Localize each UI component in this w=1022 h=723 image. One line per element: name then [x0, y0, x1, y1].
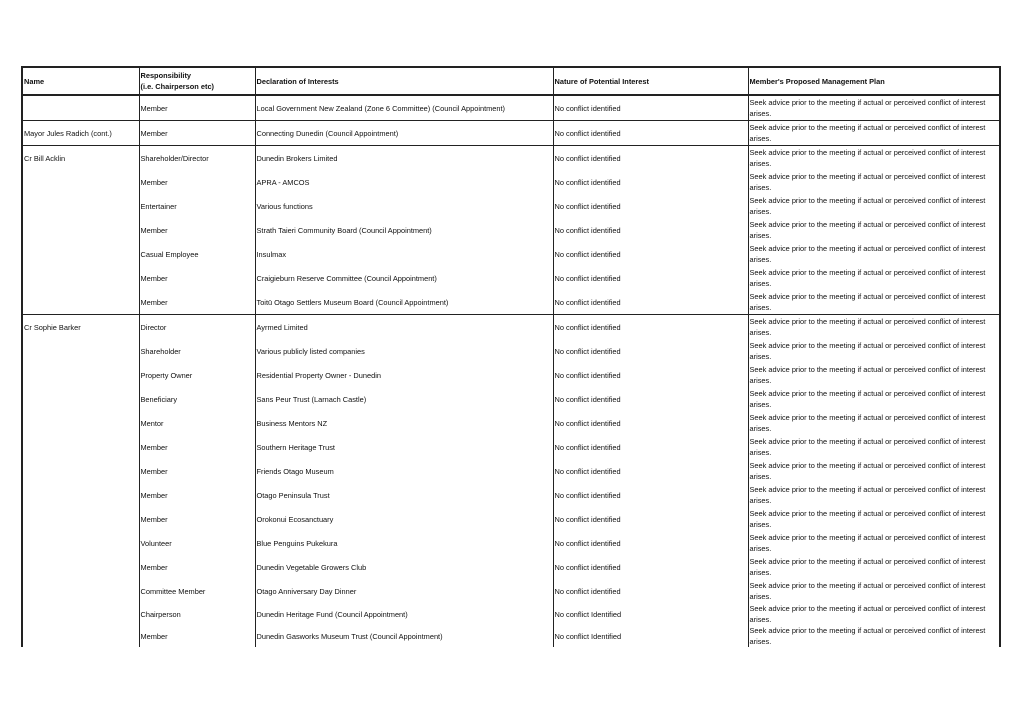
cell-name [22, 459, 139, 483]
cell-management-plan: Seek advice prior to the meeting if actual or perceived conflict of interest arises. [748, 459, 1000, 483]
cell-declaration: Sans Peur Trust (Larnach Castle) [255, 387, 553, 411]
cell-management-plan: Seek advice prior to the meeting if actual or perceived conflict of interest arises. [748, 290, 1000, 315]
table-row [22, 507, 1000, 531]
cell-responsibility: Entertainer [139, 194, 255, 218]
table-row [22, 625, 1000, 647]
cell-management-plan: Seek advice prior to the meeting if actual or perceived conflict of interest arises. [748, 579, 1000, 603]
cell-declaration: Ayrmed Limited [255, 315, 553, 340]
cell-nature: No conflict identified [553, 435, 748, 459]
cell-responsibility: Member [139, 555, 255, 579]
cell-responsibility: Director [139, 315, 255, 340]
cell-nature: No conflict identified [553, 459, 748, 483]
cell-responsibility: Member [139, 121, 255, 146]
cell-management-plan: Seek advice prior to the meeting if actual or perceived conflict of interest arises. [748, 435, 1000, 459]
cell-name [22, 266, 139, 290]
table-row [22, 95, 1000, 121]
cell-declaration: Otago Anniversary Day Dinner [255, 579, 553, 603]
cell-responsibility: Committee Member [139, 579, 255, 603]
table-row [22, 170, 1000, 194]
cell-responsibility: Member [139, 435, 255, 459]
cell-name [22, 290, 139, 315]
cell-declaration: Toitū Otago Settlers Museum Board (Council Appointment) [255, 290, 553, 315]
cell-name [22, 411, 139, 435]
cell-declaration: Residential Property Owner - Dunedin [255, 363, 553, 387]
cell-declaration: Dunedin Heritage Fund (Council Appointment) [255, 603, 553, 625]
cell-name [22, 170, 139, 194]
cell-management-plan: Seek advice prior to the meeting if actual or perceived conflict of interest arises. [748, 266, 1000, 290]
cell-nature: No conflict identified [553, 146, 748, 171]
cell-nature: No conflict identified [553, 411, 748, 435]
cell-nature: No conflict identified [553, 266, 748, 290]
col-header-responsibility-line2: (i.e. Chairperson etc) [140, 82, 215, 91]
cell-nature: No conflict Identified [553, 603, 748, 625]
cell-name [22, 579, 139, 603]
cell-nature: No conflict Identified [553, 625, 748, 647]
table-row [22, 121, 1000, 146]
cell-management-plan: Seek advice prior to the meeting if actual or perceived conflict of interest arises. [748, 242, 1000, 266]
cell-management-plan: Seek advice prior to the meeting if actual or perceived conflict of interest arises. [748, 194, 1000, 218]
cell-responsibility: Mentor [139, 411, 255, 435]
table-row [22, 194, 1000, 218]
cell-name [22, 363, 139, 387]
cell-name: Mayor Jules Radich (cont.) [22, 121, 139, 146]
cell-responsibility: Member [139, 266, 255, 290]
cell-name [22, 555, 139, 579]
cell-management-plan: Seek advice prior to the meeting if actual or perceived conflict of interest arises. [748, 146, 1000, 171]
cell-management-plan: Seek advice prior to the meeting if actual or perceived conflict of interest arises. [748, 531, 1000, 555]
table-row [22, 290, 1000, 315]
cell-management-plan: Seek advice prior to the meeting if actual or perceived conflict of interest arises. [748, 483, 1000, 507]
col-header-responsibility-line1: Responsibility [140, 71, 192, 80]
cell-responsibility: Member [139, 218, 255, 242]
cell-name [22, 339, 139, 363]
cell-responsibility: Member [139, 459, 255, 483]
table-row [22, 531, 1000, 555]
cell-nature: No conflict identified [553, 387, 748, 411]
header-row [22, 67, 1000, 95]
col-header-name: Name [22, 67, 139, 95]
cell-nature: No conflict identified [553, 218, 748, 242]
cell-name [22, 507, 139, 531]
cell-declaration: Business Mentors NZ [255, 411, 553, 435]
cell-responsibility: Member [139, 625, 255, 647]
cell-name [22, 531, 139, 555]
cell-nature: No conflict identified [553, 242, 748, 266]
cell-name [22, 194, 139, 218]
cell-declaration: Dunedin Vegetable Growers Club [255, 555, 553, 579]
table-row [22, 339, 1000, 363]
table-row [22, 266, 1000, 290]
cell-nature: No conflict identified [553, 194, 748, 218]
cell-declaration: Local Government New Zealand (Zone 6 Committee) (Council Appointment) [255, 95, 553, 121]
cell-name [22, 218, 139, 242]
cell-management-plan: Seek advice prior to the meeting if actual or perceived conflict of interest arises. [748, 218, 1000, 242]
col-header-plan: Member's Proposed Management Plan [748, 67, 1000, 95]
cell-name [22, 242, 139, 266]
cell-name [22, 95, 139, 121]
table-row [22, 387, 1000, 411]
cell-responsibility: Member [139, 95, 255, 121]
cell-declaration: Connecting Dunedin (Council Appointment) [255, 121, 553, 146]
cell-declaration: Dunedin Brokers Limited [255, 146, 553, 171]
cell-responsibility: Member [139, 290, 255, 315]
cell-management-plan: Seek advice prior to the meeting if actual or perceived conflict of interest arises. [748, 315, 1000, 340]
cell-nature: No conflict identified [553, 507, 748, 531]
col-header-declaration: Declaration of Interests [255, 67, 553, 95]
table-row [22, 579, 1000, 603]
cell-nature: No conflict identified [553, 121, 748, 146]
cell-name [22, 435, 139, 459]
table-row [22, 555, 1000, 579]
cell-management-plan: Seek advice prior to the meeting if actual or perceived conflict of interest arises. [748, 121, 1000, 146]
cell-nature: No conflict identified [553, 483, 748, 507]
cell-name: Cr Sophie Barker [22, 315, 139, 340]
cell-management-plan: Seek advice prior to the meeting if actual or perceived conflict of interest arises. [748, 555, 1000, 579]
cell-declaration: Various publicly listed companies [255, 339, 553, 363]
cell-responsibility: Shareholder [139, 339, 255, 363]
table-row [22, 435, 1000, 459]
cell-management-plan: Seek advice prior to the meeting if actual or perceived conflict of interest arises. [748, 603, 1000, 625]
table-row [22, 146, 1000, 171]
cell-declaration: Otago Peninsula Trust [255, 483, 553, 507]
table-row [22, 603, 1000, 625]
cell-declaration: Southern Heritage Trust [255, 435, 553, 459]
cell-responsibility: Property Owner [139, 363, 255, 387]
table-row [22, 218, 1000, 242]
cell-name [22, 483, 139, 507]
cell-management-plan: Seek advice prior to the meeting if actual or perceived conflict of interest arises. [748, 363, 1000, 387]
col-header-responsibility [139, 67, 255, 95]
table-row [22, 315, 1000, 340]
table-row [22, 363, 1000, 387]
cell-declaration: Craigieburn Reserve Committee (Council Appointment) [255, 266, 553, 290]
cell-name: Cr Bill Acklin [22, 146, 139, 171]
cell-name [22, 625, 139, 647]
cell-responsibility: Member [139, 507, 255, 531]
cell-declaration: Dunedin Gasworks Museum Trust (Council Appointment) [255, 625, 553, 647]
cell-nature: No conflict identified [553, 170, 748, 194]
cell-responsibility: Casual Employee [139, 242, 255, 266]
cell-management-plan: Seek advice prior to the meeting if actual or perceived conflict of interest arises. [748, 625, 1000, 647]
cell-declaration: Blue Penguins Pukekura [255, 531, 553, 555]
cell-declaration: APRA - AMCOS [255, 170, 553, 194]
cell-responsibility: Member [139, 170, 255, 194]
declarations-table [21, 66, 1001, 647]
cell-nature: No conflict identified [553, 531, 748, 555]
table-row [22, 242, 1000, 266]
cell-management-plan: Seek advice prior to the meeting if actual or perceived conflict of interest arises. [748, 95, 1000, 121]
cell-management-plan: Seek advice prior to the meeting if actual or perceived conflict of interest arises. [748, 411, 1000, 435]
table-row [22, 411, 1000, 435]
cell-management-plan: Seek advice prior to the meeting if actual or perceived conflict of interest arises. [748, 387, 1000, 411]
cell-nature: No conflict identified [553, 339, 748, 363]
cell-nature: No conflict identified [553, 363, 748, 387]
table-row [22, 459, 1000, 483]
cell-management-plan: Seek advice prior to the meeting if actual or perceived conflict of interest arises. [748, 170, 1000, 194]
cell-management-plan: Seek advice prior to the meeting if actual or perceived conflict of interest arises. [748, 339, 1000, 363]
cell-responsibility: Chairperson [139, 603, 255, 625]
col-header-nature: Nature of Potential Interest [553, 67, 748, 95]
cell-declaration: Orokonui Ecosanctuary [255, 507, 553, 531]
cell-nature: No conflict identified [553, 95, 748, 121]
cell-management-plan: Seek advice prior to the meeting if actual or perceived conflict of interest arises. [748, 507, 1000, 531]
cell-name [22, 387, 139, 411]
cell-responsibility: Member [139, 483, 255, 507]
cell-nature: No conflict identified [553, 579, 748, 603]
cell-responsibility: Volunteer [139, 531, 255, 555]
cell-declaration: Various functions [255, 194, 553, 218]
cell-declaration: Strath Taieri Community Board (Council Appointment) [255, 218, 553, 242]
cell-responsibility: Shareholder/Director [139, 146, 255, 171]
table-row [22, 483, 1000, 507]
cell-nature: No conflict identified [553, 555, 748, 579]
cell-declaration: Insulmax [255, 242, 553, 266]
cell-declaration: Friends Otago Museum [255, 459, 553, 483]
cell-nature: No conflict identified [553, 290, 748, 315]
cell-responsibility: Beneficiary [139, 387, 255, 411]
cell-name [22, 603, 139, 625]
cell-nature: No conflict identified [553, 315, 748, 340]
